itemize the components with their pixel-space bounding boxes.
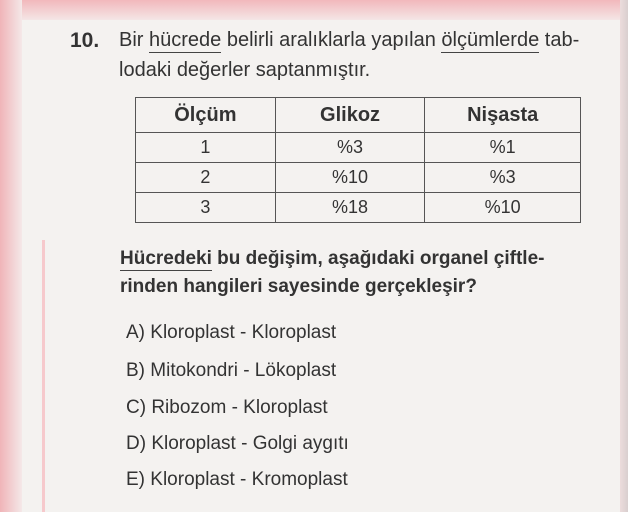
answer-option-e[interactable]: E) Kloroplast - Kromoplast bbox=[126, 469, 348, 490]
question-text: tab- bbox=[539, 29, 580, 51]
prompt-text: bu değişim, aşağıdaki organel çiftle- bbox=[211, 248, 545, 269]
question-stem-line-2: lodaki değerler saptanmıştır. bbox=[119, 59, 371, 81]
question-number: 10. bbox=[70, 29, 100, 52]
table-row bbox=[136, 133, 581, 163]
answer-option-d[interactable]: D) Kloroplast - Golgi aygıtı bbox=[126, 433, 349, 454]
table-cell: %3 bbox=[425, 163, 581, 193]
answer-option-c[interactable]: C) Ribozom - Kloroplast bbox=[126, 397, 328, 418]
table-row bbox=[136, 193, 581, 223]
header-olcum: Ölçüm bbox=[136, 98, 276, 133]
page-edge-right bbox=[620, 0, 628, 512]
answer-option-a[interactable]: A) Kloroplast - Kloroplast bbox=[126, 322, 337, 343]
table-cell: %1 bbox=[425, 133, 581, 163]
question-text: belirli aralıklarla yapılan bbox=[221, 29, 442, 51]
table-cell: %10 bbox=[425, 193, 581, 223]
page-edge-top bbox=[0, 0, 628, 20]
underlined-word: ölçümlerde bbox=[441, 29, 540, 51]
answer-option-b[interactable]: B) Mitokondri - Lökoplast bbox=[126, 360, 337, 381]
table-cell: %3 bbox=[275, 133, 425, 163]
question-prompt-line-2: rinden hangileri sayesinde gerçekleşir? bbox=[120, 276, 477, 297]
table-cell: %18 bbox=[275, 193, 425, 223]
table-cell: %10 bbox=[275, 163, 425, 193]
header-glikoz: Glikoz bbox=[275, 98, 425, 133]
table-cell: 1 bbox=[136, 133, 276, 163]
question-stem-line-1 bbox=[119, 29, 579, 52]
page-margin-line bbox=[42, 240, 45, 512]
underlined-word: Hücredeki bbox=[120, 248, 212, 269]
table-header-row bbox=[136, 98, 581, 133]
measurement-table bbox=[135, 97, 581, 223]
question-text: Bir bbox=[119, 29, 149, 51]
table-cell: 3 bbox=[136, 193, 276, 223]
header-nisasta: Nişasta bbox=[425, 98, 581, 133]
underlined-word: hücrede bbox=[149, 29, 222, 51]
table-row bbox=[136, 163, 581, 193]
table-cell: 2 bbox=[136, 163, 276, 193]
question-prompt-line-1 bbox=[120, 248, 544, 270]
page-edge-left bbox=[0, 0, 22, 512]
